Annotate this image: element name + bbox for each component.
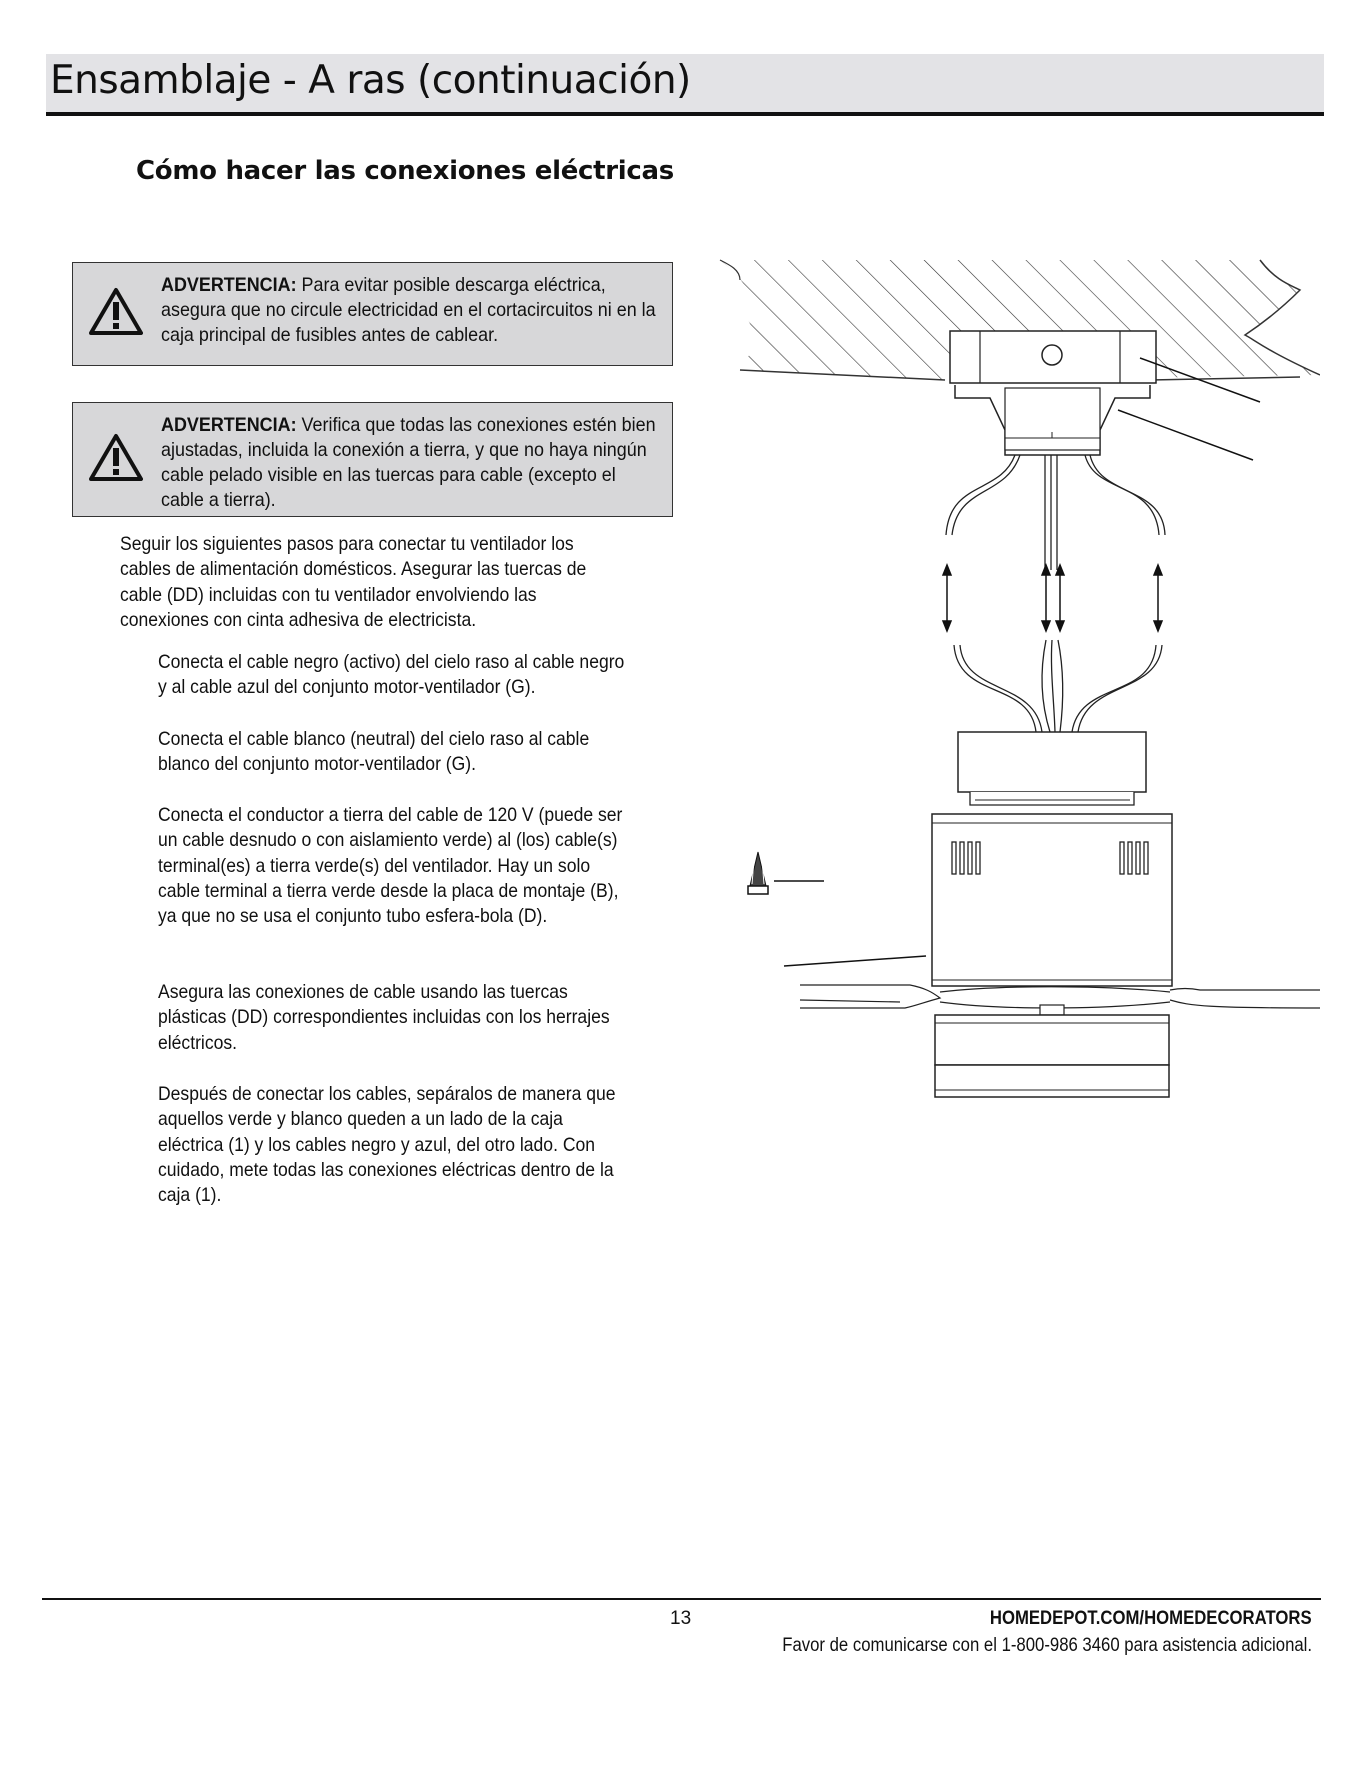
step-3: Conecta el conductor a tierra del cable de 120 V (puede ser un cable desnudo o con aislamiento verde) al (los) cable(s) terminal(es) a tierra verde(s) del ventilador. Hay un solo cable terminal a tierra verde desde la placa de montaje (B), ya que no se usa el conjunto tubo esfera-bola (D). xyxy=(158,804,623,928)
footer-url[interactable]: HOMEDEPOT.COM/HOMEDECORATORS xyxy=(990,1608,1312,1629)
leader-line xyxy=(1118,410,1253,460)
motor-housing xyxy=(932,814,1172,986)
step-4: Asegura las conexiones de cable usando las tuercas plásticas (DD) correspondientes incluidas con los herrajes eléctricos. xyxy=(158,981,610,1054)
footer-divider xyxy=(42,1598,1321,1600)
mounting-plate xyxy=(955,385,1150,455)
wire-nut-icon xyxy=(748,852,768,894)
warning-body: Verifica que todas las conexiones estén bien ajustadas, incluida la conexión a tierra, y que no haya ningún cable pelado visible en las tuercas para cable (excepto el cable a tierra). xyxy=(161,414,656,511)
leader-line xyxy=(784,956,926,966)
intro-paragraph: Seguir los siguientes pasos para conectar tu ventilador los cables de alimentación domésticos. Asegurar las tuercas de cable (DD) incluidas con tu ventilador envolviendo las conexiones con cinta adhesiva de electricista. xyxy=(120,533,587,631)
warning-box-2 xyxy=(72,402,673,517)
page-title: Ensamblaje - A ras (continuación) xyxy=(50,58,691,103)
warning-box-1 xyxy=(72,262,673,366)
warning-triangle-icon xyxy=(89,287,143,335)
step-1: Conecta el cable negro (activo) del cielo raso al cable negro y al cable azul del conjunto motor-ventilador (G). xyxy=(158,651,625,699)
title-bar xyxy=(46,54,1324,116)
footer-help-text: Favor de comunicarse con el 1-800-986 3460 para asistencia adicional. xyxy=(782,1635,1312,1656)
connection-arrows xyxy=(943,565,1162,631)
section-subtitle: Cómo hacer las conexiones eléctricas xyxy=(136,156,674,186)
light-kit xyxy=(935,1005,1169,1097)
outlet-box xyxy=(950,331,1156,383)
warning-label: ADVERTENCIA: xyxy=(161,274,297,296)
step-5: Después de conectar los cables, sepáralos de manera que aquellos verde y blanco queden a un lado de la caja eléctrica (1) y los cables negro y azul, del otro lado. Con cuidado, mete todas las conexiones eléctricas dentro de la caja (1). xyxy=(158,1083,616,1207)
warning-triangle-icon xyxy=(89,433,143,481)
warning-text-1 xyxy=(161,273,662,348)
fan-wires xyxy=(954,640,1162,732)
warning-text-2 xyxy=(161,413,662,513)
fan-wiring-diagram xyxy=(700,240,1320,1100)
warning-body: Para evitar posible descarga eléctrica, asegura que no circule electricidad en el cortacircuitos ni en la caja principal de fusibles antes de cablear. xyxy=(161,274,656,346)
ceiling-wires xyxy=(946,455,1165,570)
step-2: Conecta el cable blanco (neutral) del cielo raso al cable blanco del conjunto motor-ventilador (G). xyxy=(158,728,590,776)
fan-canopy xyxy=(958,732,1146,805)
warning-label: ADVERTENCIA: xyxy=(161,414,297,436)
page-number: 13 xyxy=(670,1608,692,1629)
